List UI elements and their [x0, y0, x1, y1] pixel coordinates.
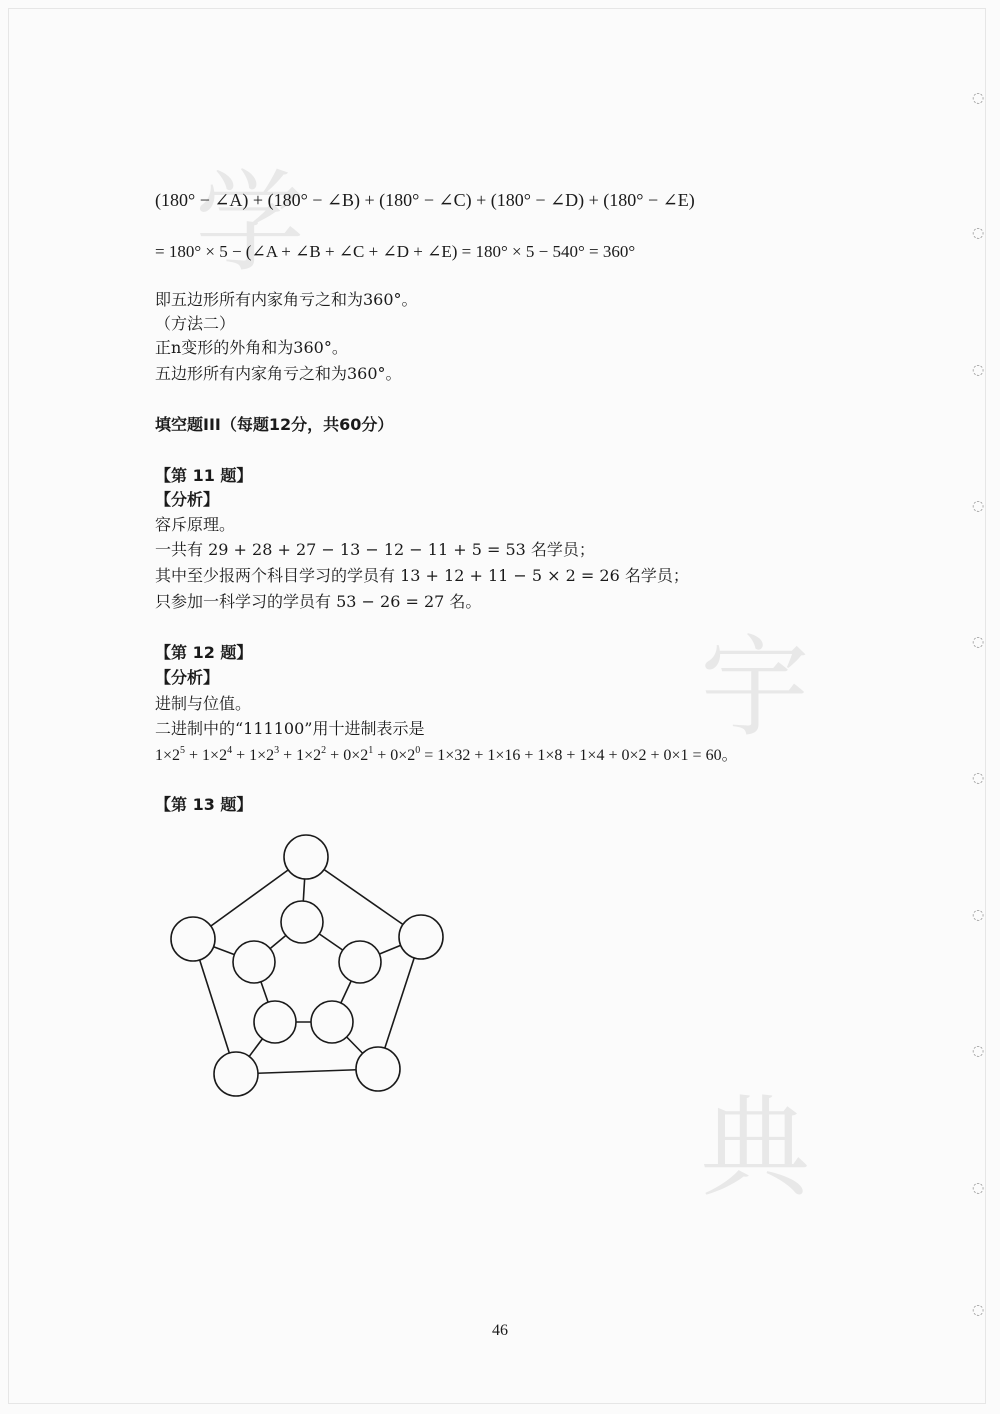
- outer-node: [171, 917, 215, 961]
- method-2-line-2: 五边形所有内家角亏之和为360°。: [155, 364, 402, 383]
- binder-hole-icon: ◌: [972, 1302, 985, 1318]
- q12-analysis-label: 【分析】: [155, 668, 220, 687]
- inner-node: [339, 941, 381, 983]
- q12-line-1: 二进制中的“111100”用十进制表示是: [155, 719, 425, 738]
- binder-hole-icon: ◌: [972, 362, 985, 378]
- q12-line-2-tail: = 1×32 + 1×16 + 1×8 + 1×4 + 0×2 + 0×1 = 60。: [420, 747, 738, 764]
- conclusion-line: 即五边形所有内家角亏之和为360°。: [155, 290, 418, 309]
- formula-line-2: = 180° × 5 − (∠A + ∠B + ∠C + ∠D + ∠E) = 180° × 5 − 540° = 360°: [155, 242, 636, 261]
- outer-node: [284, 835, 328, 879]
- outer-node: [214, 1052, 258, 1096]
- q13-title: 【第 13 题】: [155, 795, 253, 814]
- binder-hole-icon: ◌: [972, 770, 985, 786]
- inner-node: [311, 1001, 353, 1043]
- section-heading: 填空题III（每题12分，共60分）: [155, 415, 394, 434]
- watermark-char: 学: [195, 159, 305, 287]
- inner-node: [281, 901, 323, 943]
- method-2-line-1: 正n变形的外角和为360°。: [155, 338, 348, 357]
- binder-hole-icon: ◌: [972, 225, 985, 241]
- binder-hole-icon: ◌: [972, 1180, 985, 1196]
- pentagon-circle-diagram: [160, 825, 460, 1105]
- q12-binary-expansion: $1\times 2^5 + 1\times 2^4 + 1\times 2^3 + 1\times 2^2 + 0\times 2^1 + 0\times 2^0 = 1\times 32 + 1\times 16 + 1\times 8 + 1\times 4 + 0\times 2 + 0\times 1 = 60$。: [155, 745, 738, 764]
- q11-line-1: 一共有 29 + 28 + 27 − 13 − 12 − 11 + 5 = 53 名学员；: [155, 540, 595, 559]
- binder-hole-icon: ◌: [972, 90, 985, 106]
- method-2-label: （方法二）: [155, 314, 236, 333]
- q11-line-2: 其中至少报两个科目学习的学员有 13 + 12 + 11 − 5 × 2 = 26 名学员；: [155, 566, 689, 585]
- binder-hole-icon: ◌: [972, 498, 985, 514]
- page-number: 46: [492, 1322, 508, 1339]
- q11-line-3: 只参加一科学习的学员有 53 − 26 = 27 名。: [155, 592, 482, 611]
- inner-node: [233, 941, 275, 983]
- binder-hole-icon: ◌: [972, 907, 985, 923]
- q11-topic: 容斥原理。: [155, 515, 236, 534]
- q11-title: 【第 11 题】: [155, 466, 253, 485]
- q11-analysis-label: 【分析】: [155, 490, 220, 509]
- watermark-char: 典: [700, 1084, 810, 1212]
- binder-hole-icon: ◌: [972, 1043, 985, 1059]
- inner-node: [254, 1001, 296, 1043]
- formula-line-1: (180° − ∠A) + (180° − ∠B) + (180° − ∠C) + (180° − ∠D) + (180° − ∠E): [155, 190, 695, 210]
- q12-topic: 进制与位值。: [155, 694, 252, 713]
- outer-node: [356, 1047, 400, 1091]
- watermark-char: 宇: [700, 624, 810, 752]
- binder-hole-icon: ◌: [972, 634, 985, 650]
- q12-title: 【第 12 题】: [155, 643, 253, 662]
- outer-node: [399, 915, 443, 959]
